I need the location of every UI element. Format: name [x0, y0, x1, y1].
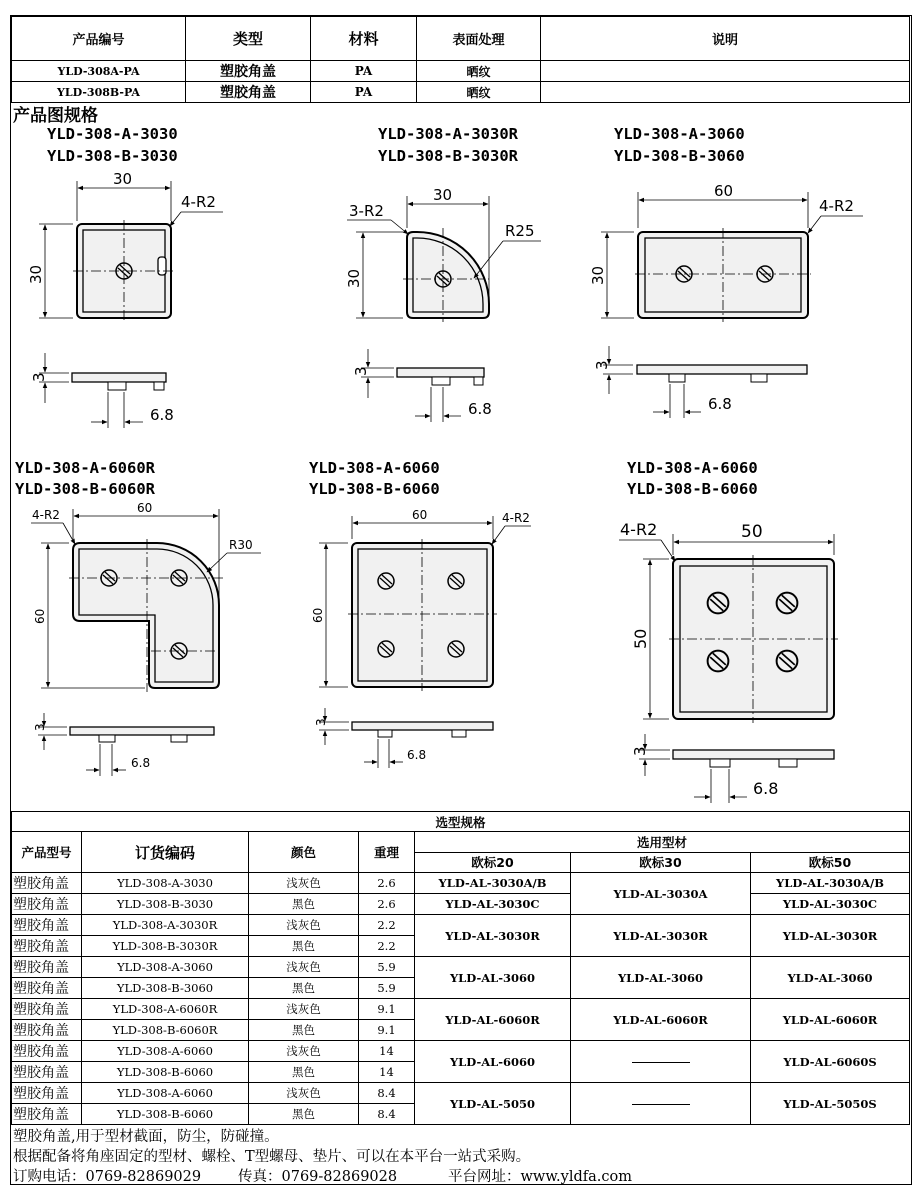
product-type: 塑胶角盖: [186, 82, 311, 103]
row-weight: 2.6: [359, 894, 415, 915]
width-dim: 30: [113, 170, 133, 188]
selection-table: [11, 811, 910, 1125]
drawing-label-b: YLD-308-B-3060: [614, 147, 745, 165]
row-weight: 9.1: [359, 999, 415, 1020]
drawing-3030: [27, 125, 223, 428]
drawing-label-a: YLD-308-A-6060R: [15, 459, 155, 477]
drawing-label-b: YLD-308-B-6060: [309, 480, 440, 498]
row-color: 浅灰色: [249, 957, 359, 978]
row-code: YLD-308-B-3030: [82, 894, 249, 915]
note-usage: 塑胶角盖,用于型材截面，防尘，防碰撞。: [13, 1129, 279, 1145]
row-code: YLD-308-B-6060: [82, 1062, 249, 1083]
profile-eu20: YLD-AL-6060: [415, 1041, 571, 1083]
profile-eu20: YLD-AL-6060R: [415, 999, 571, 1041]
profile-eu50: YLD-AL-3030A/B: [751, 873, 910, 894]
row-code: YLD-308-A-6060: [82, 1083, 249, 1104]
row-weight: 14: [359, 1041, 415, 1062]
header-eu20: 欧标20: [415, 852, 571, 873]
row-color: 浅灰色: [249, 873, 359, 894]
product-code: YLD-308A-PA: [12, 61, 186, 82]
product-type: 塑胶角盖: [186, 61, 311, 82]
profile-eu20: YLD-AL-3030C: [415, 894, 571, 915]
table-row: [12, 873, 910, 894]
table-row: [12, 915, 910, 936]
drawings-title: 产品图规格: [13, 106, 98, 126]
row-code: YLD-308-B-6060R: [82, 1020, 249, 1041]
thickness-dim: 3: [33, 723, 47, 731]
profile-eu50: YLD-AL-5050S: [751, 1083, 910, 1125]
header-material: 材料: [311, 17, 417, 61]
drawing-5050: [619, 459, 838, 803]
profile-eu50: YLD-AL-3030C: [751, 894, 910, 915]
header-profiles: 选用型材: [415, 832, 910, 853]
row-weight: 14: [359, 1062, 415, 1083]
profile-eu30: YLD-AL-3030A: [571, 873, 751, 915]
row-model: 塑胶角盖: [12, 978, 82, 999]
product-finish: 晒纹: [417, 82, 541, 103]
product-finish: 晒纹: [417, 61, 541, 82]
row-code: YLD-308-B-6060: [82, 1104, 249, 1125]
header-order-code: 订货编码: [82, 832, 249, 873]
width-dim: 50: [741, 522, 763, 542]
table-row: [12, 894, 910, 915]
profile-eu20: YLD-AL-5050: [415, 1083, 571, 1125]
row-color: 浅灰色: [249, 1083, 359, 1104]
row-weight: 2.6: [359, 873, 415, 894]
row-color: 黑色: [249, 1062, 359, 1083]
big-radius-note: R30: [229, 538, 253, 552]
notes: [13, 1127, 632, 1187]
row-color: 黑色: [249, 1020, 359, 1041]
row-model: 塑胶角盖: [12, 1041, 82, 1062]
profile-eu50: YLD-AL-6060S: [751, 1041, 910, 1083]
thickness-dim: 3: [631, 746, 649, 756]
drawing-label-b: YLD-308-B-6060: [627, 480, 758, 498]
row-weight: 2.2: [359, 936, 415, 957]
table-row: [12, 1041, 910, 1062]
selection-title: 选型规格: [12, 812, 910, 832]
row-model: 塑胶角盖: [12, 957, 82, 978]
row-color: 黑色: [249, 936, 359, 957]
product-code: YLD-308B-PA: [12, 82, 186, 103]
dash-line: [632, 1062, 690, 1063]
profile-eu50: YLD-AL-6060R: [751, 999, 910, 1041]
drawing-label-b: YLD-308-B-3030R: [378, 147, 518, 165]
header-finish: 表面处理: [417, 17, 541, 61]
product-material: PA: [311, 82, 417, 103]
row-color: 浅灰色: [249, 999, 359, 1020]
big-radius-note: R25: [505, 222, 535, 240]
radius-note: 4-R2: [32, 508, 60, 522]
drawing-label-a: YLD-308-A-3060: [614, 125, 745, 143]
header-weight: 重理: [359, 832, 415, 873]
drawing-label-b: YLD-308-B-3030: [47, 147, 178, 165]
offset-dim: 6.8: [708, 395, 732, 413]
footer-contact: [13, 1167, 632, 1187]
width-dim: 60: [412, 508, 428, 522]
radius-note: 4-R2: [620, 520, 658, 539]
radius-note: 4-R2: [502, 511, 530, 525]
offset-dim: 6.8: [150, 406, 174, 424]
header-model: 产品型号: [12, 832, 82, 873]
drawing-label-a: YLD-308-A-6060: [627, 459, 758, 477]
row-model: 塑胶角盖: [12, 1020, 82, 1041]
row-weight: 2.2: [359, 915, 415, 936]
profile-eu30-none: [571, 1083, 751, 1125]
table-row: [12, 1083, 910, 1104]
profile-eu30: YLD-AL-3060: [571, 957, 751, 999]
product-material: PA: [311, 61, 417, 82]
row-code: YLD-308-A-6060R: [82, 999, 249, 1020]
drawing-3060: [589, 125, 863, 418]
drawing-label-b: YLD-308-B-6060R: [15, 480, 155, 498]
row-model: 塑胶角盖: [12, 915, 82, 936]
drawing-3030r: [345, 125, 541, 422]
thickness-dim: 3: [352, 366, 370, 376]
profile-eu20: YLD-AL-3060: [415, 957, 571, 999]
header-eu50: 欧标50: [751, 852, 910, 873]
height-dim: 30: [589, 265, 607, 285]
offset-dim: 6.8: [753, 779, 779, 798]
row-model: 塑胶角盖: [12, 936, 82, 957]
drawing-label-a: YLD-308-A-6060: [309, 459, 440, 477]
thickness-dim: 3: [314, 718, 328, 726]
profile-eu30: YLD-AL-6060R: [571, 999, 751, 1041]
table-row: [12, 957, 910, 978]
spec-sheet: [10, 15, 912, 1185]
row-code: YLD-308-B-3060: [82, 978, 249, 999]
drawing-label-a: YLD-308-A-3030R: [378, 125, 518, 143]
drawing-label-a: YLD-308-A-3030: [47, 125, 178, 143]
row-weight: 5.9: [359, 957, 415, 978]
row-weight: 5.9: [359, 978, 415, 999]
offset-dim: 6.8: [407, 748, 427, 762]
row-code: YLD-308-A-3030R: [82, 915, 249, 936]
row-color: 黑色: [249, 1104, 359, 1125]
row-model: 塑胶角盖: [12, 873, 82, 894]
row-color: 黑色: [249, 978, 359, 999]
radius-note: 4-R2: [181, 193, 216, 211]
table-row: [12, 999, 910, 1020]
header-color: 颜色: [249, 832, 359, 873]
row-model: 塑胶角盖: [12, 1104, 82, 1125]
row-weight: 8.4: [359, 1104, 415, 1125]
height-dim: 60: [33, 608, 47, 624]
profile-eu50: YLD-AL-3030R: [751, 915, 910, 957]
row-model: 塑胶角盖: [12, 894, 82, 915]
fax: 传真：0769-82869028: [238, 1169, 398, 1185]
width-dim: 30: [433, 186, 453, 204]
profile-eu30: YLD-AL-3030R: [571, 915, 751, 957]
row-color: 浅灰色: [249, 915, 359, 936]
offset-dim: 6.8: [131, 756, 151, 770]
row-code: YLD-308-A-3030: [82, 873, 249, 894]
radius-note: 4-R2: [819, 197, 854, 215]
row-model: 塑胶角盖: [12, 1062, 82, 1083]
height-dim: 50: [631, 628, 650, 649]
height-dim: 30: [345, 268, 363, 288]
profile-eu50: YLD-AL-3060: [751, 957, 910, 999]
note-purchase: 根据配备将角座固定的型材、螺栓、T型螺母、垫片、可以在本平台一站式采购。: [13, 1149, 531, 1165]
row-weight: 9.1: [359, 1020, 415, 1041]
row-model: 塑胶角盖: [12, 999, 82, 1020]
thickness-dim: 3: [593, 360, 611, 370]
offset-dim: 6.8: [468, 400, 492, 418]
row-code: YLD-308-B-3030R: [82, 936, 249, 957]
header-note: 说明: [541, 17, 910, 61]
header-type: 类型: [186, 17, 311, 61]
profile-eu20: YLD-AL-3030A/B: [415, 873, 571, 894]
drawing-6060r: [15, 459, 261, 776]
drawing-6060: [309, 459, 531, 768]
row-code: YLD-308-A-3060: [82, 957, 249, 978]
header-product-code: 产品编号: [12, 17, 186, 61]
row-color: 浅灰色: [249, 1041, 359, 1062]
dash-line: [632, 1104, 690, 1105]
header-eu30: 欧标30: [571, 852, 751, 873]
row-color: 黑色: [249, 894, 359, 915]
profile-eu30-none: [571, 1041, 751, 1083]
height-dim: 60: [311, 607, 325, 623]
thickness-dim: 3: [30, 372, 48, 382]
drawings-area: [11, 16, 910, 811]
width-dim: 60: [714, 182, 734, 200]
row-model: 塑胶角盖: [12, 1083, 82, 1104]
row-code: YLD-308-A-6060: [82, 1041, 249, 1062]
width-dim: 60: [137, 501, 153, 515]
row-weight: 8.4: [359, 1083, 415, 1104]
phone: 订购电话：0769-82869029: [13, 1169, 202, 1185]
height-dim: 30: [27, 264, 45, 284]
website: 平台网址：www.yldfa.com: [448, 1169, 632, 1185]
radius-note: 3-R2: [349, 202, 384, 220]
profile-eu20: YLD-AL-3030R: [415, 915, 571, 957]
